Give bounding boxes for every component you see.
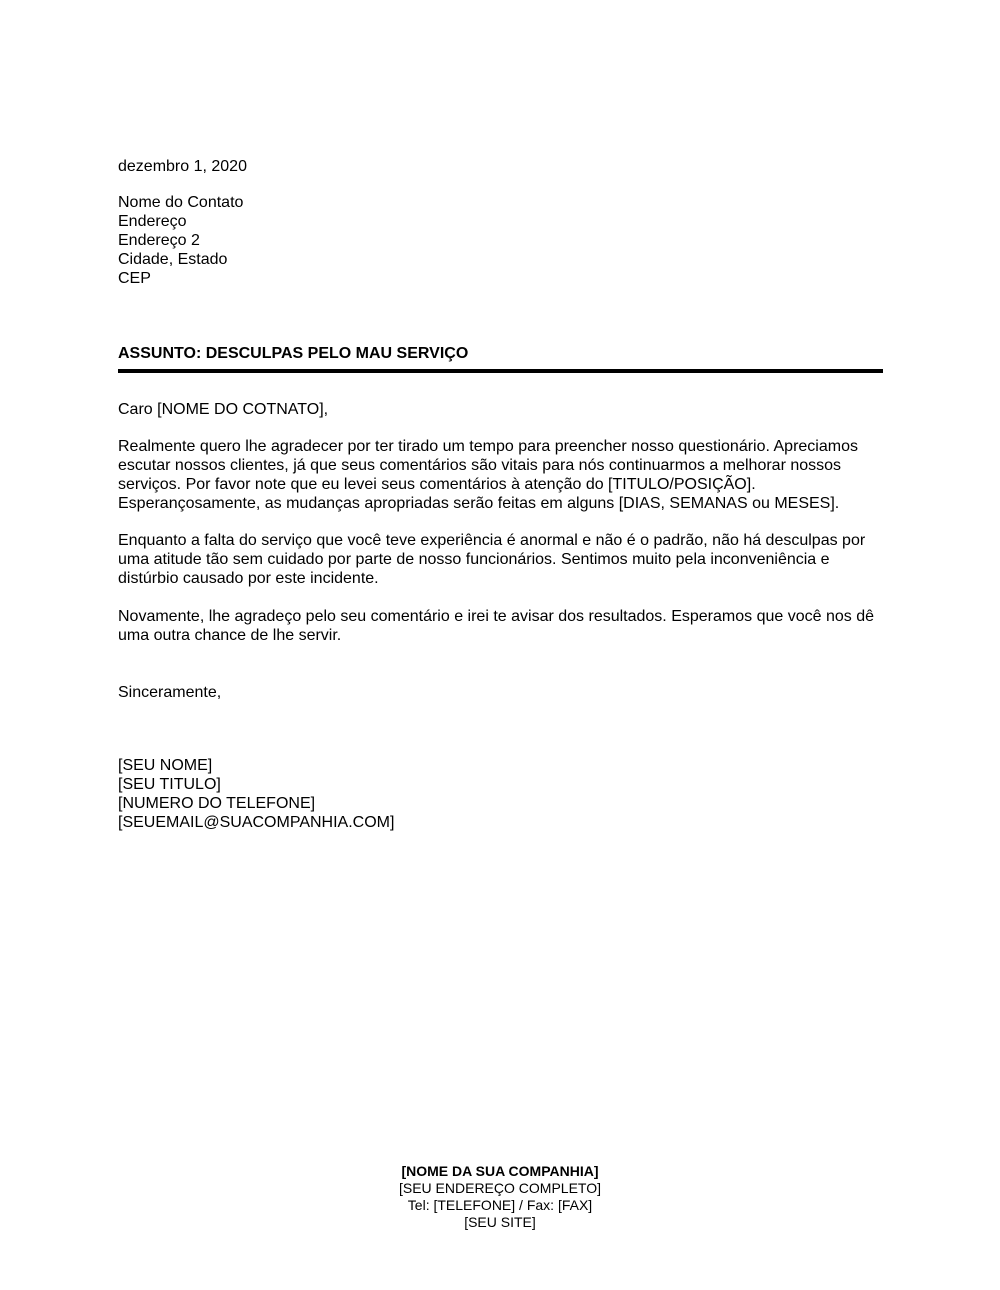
recipient-zip: CEP bbox=[118, 270, 151, 287]
body-paragraph-2: Enquanto a falta do serviço que você teve experiência é anormal e não é o padrão, não há desculpas por uma atitude tão sem cuidado por parte de nosso funcionários. Sentimos muito pela inconveniência e distúrbio causado por este incidente. bbox=[118, 532, 866, 587]
signature-name: [SEU NOME] bbox=[118, 757, 213, 774]
body-paragraph-3: Novamente, lhe agradeço pelo seu comentário e irei te avisar dos resultados. Esperamos que você nos dê uma outra chance de lhe servir. bbox=[118, 608, 874, 644]
footer-company-address: [SEU ENDEREÇO COMPLETO] bbox=[398, 1180, 601, 1196]
footer-tel-fax: Tel: [TELEFONE] / Fax: [FAX] bbox=[407, 1197, 593, 1213]
subject-divider-rule bbox=[118, 369, 883, 373]
subject-line: ASSUNTO: DESCULPAS PELO MAU SERVIÇO bbox=[118, 345, 469, 362]
letter-date: dezembro 1, 2020 bbox=[118, 158, 247, 175]
salutation: Caro [NOME DO COTNATO], bbox=[118, 401, 329, 418]
signature-email: [SEUEMAIL@SUACOMPANHIA.COM] bbox=[118, 814, 395, 831]
signature-block bbox=[118, 756, 883, 832]
signature-title: [SEU TITULO] bbox=[118, 776, 221, 793]
recipient-name: Nome do Contato bbox=[118, 194, 244, 211]
body-paragraph-1: Realmente quero lhe agradecer por ter tirado um tempo para preencher nosso questionário. Apreciamos escutar nossos clientes, já que seus comentários são vitais para nós continuarmos a melhorar nossos serviços. Por favor note que eu levei seus comentários à atenção do [TITULO/POSIÇÃO]. Esperançosamente, as mudanças apropriadas serão feitas em alguns [DIAS, SEMANAS ou MESES]. bbox=[118, 438, 858, 512]
recipient-address-line-1: Endereço bbox=[118, 213, 187, 230]
recipient-city-state: Cidade, Estado bbox=[118, 251, 228, 268]
recipient-address-block bbox=[118, 193, 883, 288]
closing: Sinceramente, bbox=[118, 684, 222, 701]
letter-body bbox=[118, 157, 883, 832]
footer-company-name: [NOME DA SUA COMPANHIA] bbox=[401, 1163, 599, 1179]
recipient-address-line-2: Endereço 2 bbox=[118, 232, 200, 249]
letter-footer bbox=[0, 1163, 1000, 1231]
footer-website: [SEU SITE] bbox=[464, 1214, 536, 1230]
signature-phone: [NUMERO DO TELEFONE] bbox=[118, 795, 316, 812]
